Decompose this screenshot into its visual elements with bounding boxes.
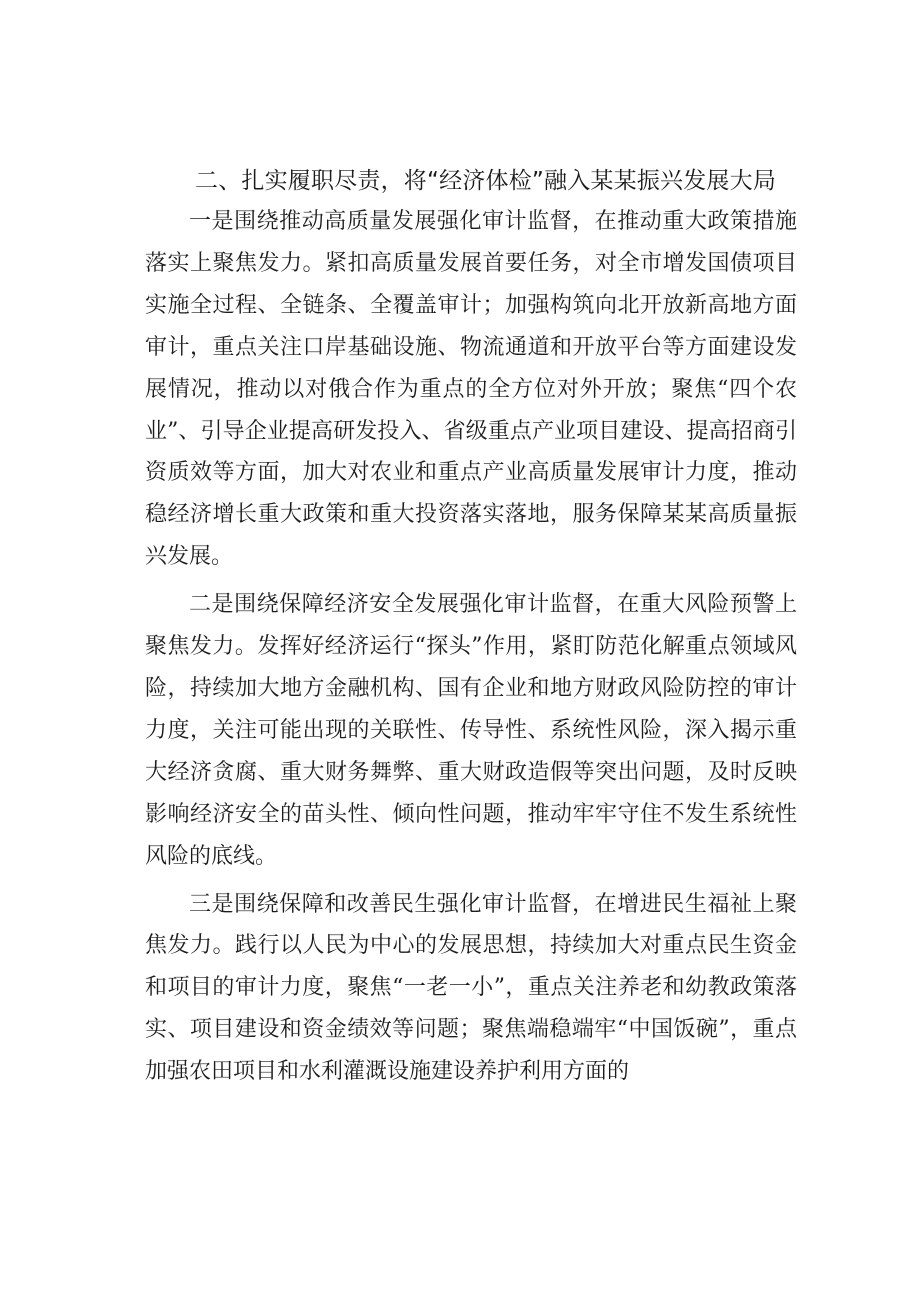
body-text (145, 201, 797, 1099)
paragraph-2: 二是围绕保障经济安全发展强化审计监督，在重大风险预警上聚焦发力。发挥好经济运行“探头”作用，紧盯防范化解重点领域风险，持续加大地方金融机构、国有企业和地方财政风险防控的审计力度，关注可能出现的关联性、传导性、系统性风险，深入揭示重大经济贪腐、重大财务舞弊、重大财政造假等突出问题，及时反映影响经济安全的苗头性、倾向性问题，推动牢牢守住不发生系统性风险的底线。 (145, 592, 797, 869)
section-heading: 二、扎实履职尽责，将“经济体检”融入某某振兴发展大局 (195, 168, 777, 194)
paragraph-1: 一是围绕推动高质量发展强化审计监督，在推动重大政策措施落实上聚焦发力。紧扣高质量发展首要任务，对全市增发国债项目实施全过程、全链条、全覆盖审计；加强构筑向北开放新高地方面审计，重点关注口岸基础设施、物流通道和开放平台等方面建设发展情况，推动以对俄合作为重点的全方位对外开放；聚焦“四个农业”、引导企业提高研发投入、省级重点产业项目建设、提高招商引资质效等方面，加大对农业和重点产业高质量发展审计力度，推动稳经济增长重大政策和重大投资落实落地，服务保障某某高质量振兴发展。 (145, 209, 797, 570)
paragraph-3: 三是围绕保障和改善民生强化审计监督，在增进民生福祉上聚焦发力。践行以人民为中心的发展思想，持续加大对重点民生资金和项目的审计力度，聚焦“一老一小”，重点关注养老和幼教政策落实、项目建设和资金绩效等问题；聚焦端稳端牢“中国饭碗”，重点加强农田项目和水利灌溉设施建设养护利用方面的 (145, 891, 797, 1085)
